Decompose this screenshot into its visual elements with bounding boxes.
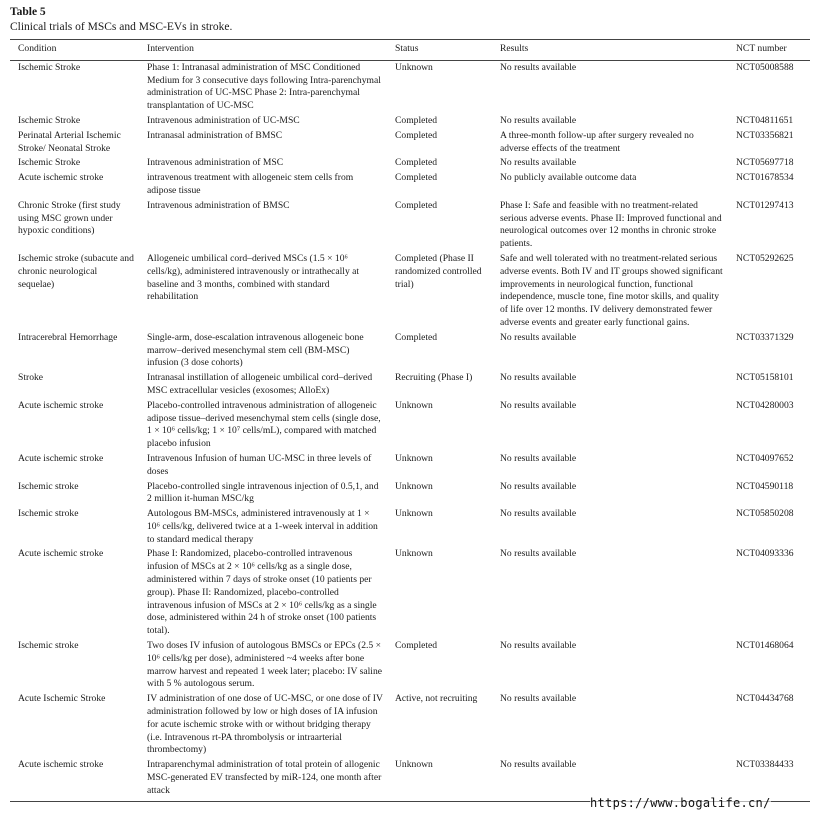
table-row bbox=[10, 199, 810, 252]
cell-intervention: Two doses IV infusion of autologous BMSCs or EPCs (2.5 × 10⁶ cells/kg per dose), administered ~4 weeks after bone marrow harvest and repeated 1 week later; placebo: IV saline with 5 % autologous serum. bbox=[147, 640, 383, 690]
cell-results: No results available bbox=[500, 399, 577, 411]
cell-intervention: Intranasal administration of BMSC bbox=[147, 129, 283, 141]
cell-intervention: Allogeneic umbilical cord–derived MSCs (1.5 × 10⁶ cells/kg), administered intravenously or intrathecally at baseline and 3 months, combined with standard rehabilitation bbox=[147, 252, 360, 303]
cell-condition: Acute ischemic stroke bbox=[10, 758, 139, 801]
cell-status: Completed bbox=[395, 331, 438, 343]
cell-intervention: intravenous treatment with allogeneic stem cells from adipose tissue bbox=[147, 172, 354, 196]
cell-intervention: Phase 1: Intranasal administration of MSC Conditioned Medium for 3 consecutive days following Intra-parenchymal administration of UC-MSC Phase 2: Intra-parenchymal transplantation of UC-MSC bbox=[147, 61, 381, 112]
cell-condition: Ischemic stroke (subacute and chronic neurological sequelae) bbox=[18, 252, 134, 290]
table-row bbox=[10, 758, 810, 801]
cell-condition: Ischemic stroke bbox=[18, 480, 79, 492]
cell-nct-number: NCT04434768 bbox=[736, 693, 794, 705]
table-row bbox=[10, 60, 810, 114]
cell-condition: Ischemic stroke bbox=[18, 508, 79, 520]
table-row bbox=[10, 171, 810, 199]
cell-status: Unknown bbox=[395, 61, 433, 73]
clinical-trials-table bbox=[10, 39, 810, 802]
cell-intervention: Autologous BM-MSCs, administered intravenously at 1 × 10⁶ cells/kg, delivered twice at a 1-week interval in addition to standard medical therapy bbox=[147, 508, 378, 545]
cell-nct-number: NCT04097652 bbox=[736, 452, 794, 464]
cell-nct-number: NCT03356821 bbox=[736, 129, 794, 141]
cell-status: Completed bbox=[395, 157, 438, 169]
cell-results: No results available bbox=[500, 548, 577, 560]
cell-intervention: Intravenous administration of BMSC bbox=[147, 199, 290, 211]
cell-status: Unknown bbox=[387, 758, 492, 801]
table-row bbox=[10, 252, 810, 331]
header-nct-number: NCT number bbox=[728, 40, 810, 61]
cell-condition: Ischemic stroke bbox=[18, 640, 79, 652]
cell-results: No results available bbox=[492, 758, 728, 801]
cell-condition: Stroke bbox=[18, 372, 44, 384]
cell-results: No results available bbox=[500, 640, 577, 652]
cell-intervention: Single-arm, dose-escalation intravenous allogeneic bone marrow–derived mesenchymal stem cell (BM-MSC) infusion (3 dose cohorts) bbox=[147, 331, 364, 369]
table-body bbox=[10, 60, 810, 801]
cell-status: Recruiting (Phase I) bbox=[395, 372, 473, 384]
cell-intervention: Intravenous Infusion of human UC-MSC in three levels of doses bbox=[147, 452, 372, 477]
table-row bbox=[10, 371, 810, 399]
cell-intervention: Intravenous administration of MSC bbox=[147, 157, 284, 169]
cell-status: Unknown bbox=[395, 548, 433, 560]
cell-results: No results available bbox=[500, 480, 577, 492]
cell-status: Completed bbox=[395, 640, 438, 652]
table-header bbox=[10, 40, 810, 61]
cell-condition: Intracerebral Hemorrhage bbox=[18, 331, 118, 343]
cell-status: Completed bbox=[395, 172, 438, 184]
cell-status: Active, not recruiting bbox=[395, 693, 478, 705]
cell-results: Phase I: Safe and feasible with no treatment-related serious adverse events. Phase II: Improved functional and neurological outcomes over 12 months in chronic stroke patients. bbox=[500, 199, 722, 250]
header-condition: Condition bbox=[10, 40, 139, 61]
cell-nct-number: NCT05850208 bbox=[736, 508, 794, 520]
header-status: Status bbox=[387, 40, 492, 61]
table-title: Table 5 bbox=[10, 6, 46, 18]
cell-results: No results available bbox=[500, 331, 577, 343]
cell-status: Completed bbox=[395, 114, 438, 126]
cell-nct-number: NCT01297413 bbox=[736, 199, 794, 211]
cell-results: No results available bbox=[500, 157, 577, 169]
cell-intervention: IV administration of one dose of UC-MSC, or one dose of IV administration followed by low or high doses of IA infusion for acute ischemic stroke with or without bridging therapy (i.e. Intravenous rt-PA thrombolysis or intraarterial thrombectomy) bbox=[147, 693, 383, 756]
cell-nct-number: NCT04280003 bbox=[736, 399, 794, 411]
cell-nct-number: NCT04093336 bbox=[736, 548, 794, 560]
table-row bbox=[10, 129, 810, 157]
cell-status: Unknown bbox=[395, 399, 433, 411]
cell-condition: Acute ischemic stroke bbox=[18, 548, 104, 560]
cell-results: A three-month follow-up after surgery revealed no adverse effects of the treatment bbox=[500, 129, 694, 154]
cell-results: No results available bbox=[500, 508, 577, 520]
table-row bbox=[10, 114, 810, 129]
header-results: Results bbox=[492, 40, 728, 61]
cell-nct-number: NCT05008588 bbox=[736, 61, 794, 73]
table-row bbox=[10, 331, 810, 371]
table-row bbox=[10, 480, 810, 508]
table-row bbox=[10, 692, 810, 758]
cell-status: Unknown bbox=[395, 508, 433, 520]
table-caption: Clinical trials of MSCs and MSC-EVs in stroke. bbox=[10, 21, 233, 33]
cell-nct-number: NCT03371329 bbox=[736, 331, 794, 343]
cell-intervention: Phase I: Randomized, placebo-controlled intravenous infusion of MSCs at 2 × 10⁶ cells/kg as a single dose, administered within 7 days of stroke onset (10 patients per group). Phase II: Randomized, placebo-controlled intravenous infusion of MSCs at 2 × 10⁶ cells/kg as a single dose, administered within 24 h of stroke onset (100 patients total). bbox=[147, 548, 377, 637]
cell-nct-number: NCT03384433 bbox=[728, 758, 810, 801]
cell-condition: Ischemic Stroke bbox=[18, 61, 81, 73]
cell-status: Unknown bbox=[395, 480, 433, 492]
cell-nct-number: NCT01678534 bbox=[736, 172, 794, 184]
cell-nct-number: NCT04590118 bbox=[736, 480, 794, 492]
cell-results: No results available bbox=[500, 61, 577, 73]
cell-condition: Ischemic Stroke bbox=[18, 157, 81, 169]
cell-intervention: Placebo-controlled intravenous administration of allogeneic adipose tissue–derived mesenchymal stem cells (single dose, 1 × 10⁶ cells/kg; 1 × 10⁷ cells/mL), compared with matched placebo infusion bbox=[147, 399, 381, 450]
cell-status: Completed (Phase II randomized controlled trial) bbox=[395, 252, 482, 290]
cell-intervention: Intranasal instillation of allogeneic umbilical cord–derived MSC extracellular vesicles (exosomes; AlloEx) bbox=[147, 372, 373, 396]
header-row bbox=[10, 40, 810, 61]
cell-condition: Acute ischemic stroke bbox=[18, 399, 104, 411]
cell-condition: Chronic Stroke (first study using MSC grown under hypoxic conditions) bbox=[18, 199, 121, 237]
table-row bbox=[10, 639, 810, 692]
table-row bbox=[10, 452, 810, 480]
cell-results: No results available bbox=[500, 693, 577, 705]
table-row bbox=[10, 156, 810, 171]
cell-results: No results available bbox=[500, 372, 577, 384]
cell-status: Completed bbox=[395, 199, 438, 211]
watermark-url: https://www.bogalife.cn/ bbox=[590, 796, 771, 810]
cell-nct-number: NCT04811651 bbox=[736, 114, 794, 126]
cell-condition: Ischemic Stroke bbox=[18, 114, 81, 126]
cell-results: Safe and well tolerated with no treatment-related serious adverse events. Both IV and IT groups showed significant improvements in neurological function, functional independence, muscle tone, fine motor skills, and quality of life over 12 months. IV delivery demonstrated fewer adverse events and greater early functional gains. bbox=[500, 252, 723, 328]
cell-condition: Perinatal Arterial Ischemic Stroke/ Neonatal Stroke bbox=[18, 129, 121, 154]
cell-nct-number: NCT05697718 bbox=[736, 157, 794, 169]
table-row bbox=[10, 547, 810, 639]
cell-status: Completed bbox=[395, 129, 438, 141]
table-row bbox=[10, 507, 810, 547]
cell-results: No results available bbox=[500, 452, 577, 464]
cell-condition: Acute ischemic stroke bbox=[18, 172, 104, 184]
cell-nct-number: NCT05158101 bbox=[736, 372, 794, 384]
cell-condition: Acute ischemic stroke bbox=[18, 452, 104, 464]
cell-status: Unknown bbox=[395, 452, 433, 464]
cell-intervention: Intraparenchymal administration of total protein of allogenic MSC-generated EV transfected by miR-124, one month after attack bbox=[139, 758, 387, 801]
cell-results: No results available bbox=[500, 114, 577, 126]
cell-results: No publicly available outcome data bbox=[500, 172, 637, 184]
cell-intervention: Placebo-controlled single intravenous injection of 0.5,1, and 2 million it-human MSC/kg bbox=[147, 480, 379, 505]
cell-condition: Acute Ischemic Stroke bbox=[18, 693, 106, 705]
cell-intervention: Intravenous administration of UC-MSC bbox=[147, 114, 300, 126]
cell-nct-number: NCT05292625 bbox=[736, 252, 794, 264]
table-row bbox=[10, 399, 810, 452]
cell-nct-number: NCT01468064 bbox=[736, 640, 794, 652]
header-intervention: Intervention bbox=[139, 40, 387, 61]
